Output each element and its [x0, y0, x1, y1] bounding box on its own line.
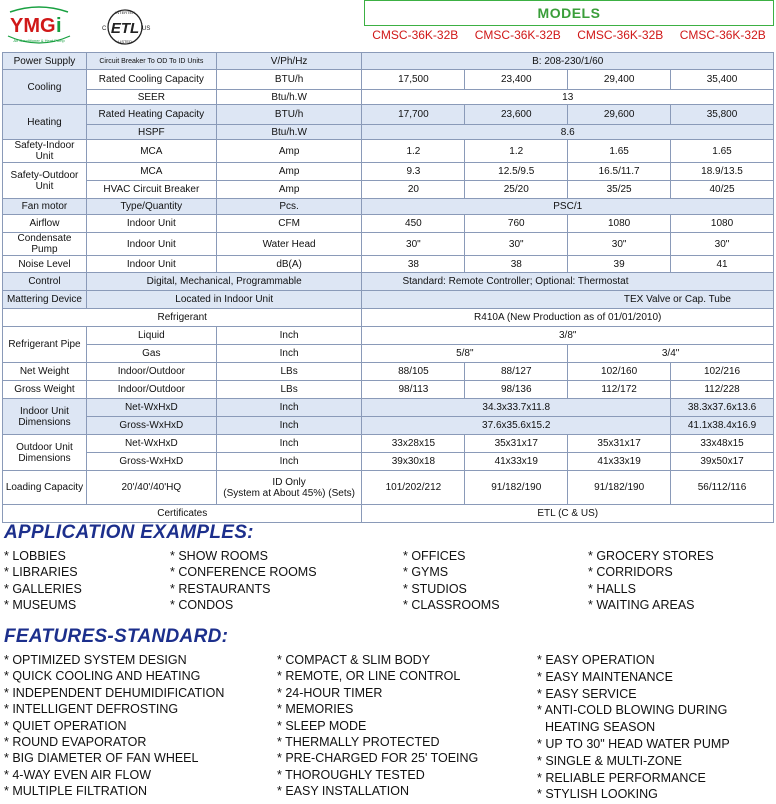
cell-value: 40/25	[671, 181, 774, 199]
cell-value: 1.2	[362, 140, 465, 163]
row-value: 37.6x35.6x15.2	[362, 417, 671, 435]
cell-value: 41.1x38.4x16.9	[671, 417, 774, 435]
cell-value: 30"	[362, 233, 465, 256]
cell-value: 23,400	[465, 70, 568, 90]
row-item: Gross-WxHxD	[86, 453, 216, 471]
row-unit: Inch	[216, 417, 362, 435]
row-unit: Inch	[216, 399, 362, 417]
list-item: * REMOTE, OR LINE CONTROL	[277, 669, 461, 684]
row-unit: Btu/h.W	[216, 125, 362, 140]
brand-logo	[4, 6, 74, 48]
cell-value: 112/172	[568, 381, 671, 399]
list-item: * CONDOS	[170, 597, 234, 612]
list-item: * GALLERIES	[4, 581, 82, 596]
row-net-weight	[3, 363, 774, 381]
row-label: Refrigerant Pipe	[3, 327, 87, 363]
cell-value: 88/127	[465, 363, 568, 381]
list-item: * CORRIDORS	[588, 565, 673, 580]
cell-value: 39x30x18	[362, 453, 465, 471]
list-item: * ROUND EVAPORATOR	[4, 735, 147, 750]
row-label: Safety-Indoor Unit	[3, 140, 87, 163]
row-item: Gas	[86, 345, 216, 363]
applications-column	[4, 548, 82, 613]
list-item: * LOBBIES	[4, 549, 66, 563]
cell-value: 17,700	[362, 105, 465, 125]
list-item: * CLASSROOMS	[403, 597, 500, 612]
row-item: Digital, Mechanical, Programmable	[86, 273, 362, 291]
row-item: Liquid	[86, 327, 216, 345]
row-label: Outdoor Unit Dimensions	[3, 435, 87, 471]
cell-value: 91/182/190	[568, 471, 671, 505]
row-label: Control	[3, 273, 87, 291]
cell-value: 760	[465, 215, 568, 233]
row-item: Indoor Unit	[86, 256, 216, 273]
svg-text:C: C	[102, 26, 107, 32]
row-unit: LBs	[216, 363, 362, 381]
row-label: Certificates	[3, 505, 362, 523]
row-value: Standard: Remote Controller; Optional: Thermostat	[362, 273, 774, 291]
cell-value: 20	[362, 181, 465, 199]
row-unit: LBs	[216, 381, 362, 399]
row-heating-capacity	[3, 105, 774, 125]
row-cooling-capacity	[3, 70, 774, 90]
svg-text:LISTED: LISTED	[117, 39, 133, 44]
row-hspf	[3, 125, 774, 140]
svg-text:INTERTEK: INTERTEK	[115, 10, 135, 15]
row-unit: V/Ph/Hz	[216, 53, 362, 70]
cell-value: 29,400	[568, 70, 671, 90]
list-item: * INTELLIGENT DEFROSTING	[4, 702, 179, 717]
row-item: SEER	[86, 90, 216, 105]
models-header: MODELS	[364, 0, 774, 26]
row-label: Condensate Pump	[3, 233, 87, 256]
list-item: HEATING SEASON	[545, 720, 656, 735]
cell-value: 450	[362, 215, 465, 233]
header-logos	[4, 2, 364, 52]
row-item: Rated Heating Capacity	[86, 105, 216, 125]
row-outdoor-net-dim	[3, 435, 774, 453]
row-pipe-gas	[3, 345, 774, 363]
row-value: 3/4"	[568, 345, 774, 363]
row-metering	[3, 291, 774, 309]
row-control	[3, 273, 774, 291]
list-item: * QUICK COOLING AND HEATING	[4, 669, 201, 684]
row-certificates	[3, 505, 774, 523]
row-indoor-net-dim	[3, 399, 774, 417]
svg-text:Air Conditioner & Heat Pump: Air Conditioner & Heat Pump	[13, 38, 65, 43]
row-safety-indoor	[3, 140, 774, 163]
features-title: FEATURES-STANDARD:	[4, 626, 229, 647]
list-item: * MULTIPLE FILTRATION	[4, 784, 148, 799]
list-item: * 4-WAY EVEN AIR FLOW	[4, 767, 152, 782]
cell-value: 102/216	[671, 363, 774, 381]
row-unit: BTU/h	[216, 105, 362, 125]
row-refrigerant	[3, 309, 774, 327]
row-loading	[3, 471, 774, 505]
row-label: Indoor Unit Dimensions	[3, 399, 87, 435]
cell-value: 35x31x17	[465, 435, 568, 453]
cell-value: 1080	[568, 215, 671, 233]
cell-value: 33x48x15	[671, 435, 774, 453]
row-unit: BTU/h	[216, 70, 362, 90]
list-item: * EASY OPERATION	[537, 653, 655, 667]
cell-value: 88/105	[362, 363, 465, 381]
row-value: 5/8"	[362, 345, 568, 363]
list-item: * THERMALLY PROTECTED	[277, 735, 440, 750]
list-item: * RELIABLE PERFORMANCE	[537, 770, 706, 785]
list-item: * MUSEUMS	[4, 597, 77, 612]
row-indoor-gross-dim	[3, 417, 774, 435]
applications-column	[588, 548, 714, 613]
svg-text:ETL: ETL	[110, 20, 140, 37]
row-power-supply	[3, 53, 774, 70]
model-name: CMSC-36K-32B	[577, 28, 664, 42]
list-item: * STUDIOS	[403, 581, 467, 596]
list-item: * CONFERENCE ROOMS	[170, 565, 317, 580]
row-unit: Amp	[216, 163, 362, 181]
row-pipe-liquid	[3, 327, 774, 345]
loading-unit-line: (System at About 45%) (Sets)	[223, 487, 355, 499]
row-value: 13	[362, 90, 774, 105]
row-label: Net Weight	[3, 363, 87, 381]
list-item: * OPTIMIZED SYSTEM DESIGN	[4, 653, 187, 667]
cell-value: 30"	[671, 233, 774, 256]
row-label: Gross Weight	[3, 381, 87, 399]
list-item: * GYMS	[403, 565, 449, 580]
row-label: Heating	[3, 105, 87, 140]
row-noise	[3, 256, 774, 273]
list-item: * COMPACT & SLIM BODY	[277, 653, 431, 667]
cell-value: 38	[362, 256, 465, 273]
loading-unit-line: ID Only	[272, 476, 306, 488]
row-outdoor-gross-dim	[3, 453, 774, 471]
row-airflow	[3, 215, 774, 233]
row-unit: dB(A)	[216, 256, 362, 273]
cell-value: 1.65	[671, 140, 774, 163]
row-unit: Water Head	[216, 233, 362, 256]
row-item: 20'/40'/40'HQ	[86, 471, 216, 505]
list-item: * RESTAURANTS	[170, 581, 271, 596]
list-item: * EASY MAINTENANCE	[537, 669, 673, 684]
row-label: Fan motor	[3, 199, 87, 215]
model-name: CMSC-36K-32B	[372, 28, 459, 42]
cell-value: 1.65	[568, 140, 671, 163]
row-unit: Btu/h.W	[216, 90, 362, 105]
row-unit: Amp	[216, 181, 362, 199]
list-item: * MEMORIES	[277, 702, 354, 717]
row-value: R410A (New Production as of 01/01/2010)	[362, 309, 774, 327]
cell-value: 30"	[465, 233, 568, 256]
row-label: Loading Capacity	[3, 471, 87, 505]
list-item: * WAITING AREAS	[588, 597, 695, 612]
svg-text:YMG: YMG	[10, 15, 56, 37]
row-label: Airflow	[3, 215, 87, 233]
cell-value: 18.9/13.5	[671, 163, 774, 181]
row-seer	[3, 90, 774, 105]
applications-title: APPLICATION EXAMPLES:	[4, 522, 254, 543]
row-unit	[216, 471, 362, 505]
row-item: Indoor Unit	[86, 215, 216, 233]
applications-column	[403, 548, 500, 613]
cell-value: 23,600	[465, 105, 568, 125]
row-item: Indoor/Outdoor	[86, 381, 216, 399]
cell-value: 56/112/116	[671, 471, 774, 505]
list-item: * PRE-CHARGED FOR 25' TOEING	[277, 751, 479, 766]
cell-value: 39x50x17	[671, 453, 774, 471]
row-label: Mattering Device	[3, 291, 87, 309]
row-label: Cooling	[3, 70, 87, 105]
cell-value: 25/20	[465, 181, 568, 199]
cell-value: 35,800	[671, 105, 774, 125]
row-item: Net-WxHxD	[86, 399, 216, 417]
cell-value: 91/182/190	[465, 471, 568, 505]
list-item: * LIBRARIES	[4, 565, 78, 580]
list-item: * EASY INSTALLATION	[277, 784, 409, 799]
row-unit: Inch	[216, 327, 362, 345]
row-safety-outdoor-mca	[3, 163, 774, 181]
features-column	[277, 652, 478, 800]
list-item: * 24-HOUR TIMER	[277, 685, 383, 700]
row-label: Noise Level	[3, 256, 87, 273]
cell-value: 39	[568, 256, 671, 273]
cell-value: 35/25	[568, 181, 671, 199]
row-fan-motor	[3, 199, 774, 215]
list-item: * STYLISH LOOKING	[537, 787, 658, 802]
row-value: 3/8"	[362, 327, 774, 345]
row-item: Located in Indoor Unit	[86, 291, 362, 309]
model-names-row	[364, 28, 774, 48]
list-item: * SINGLE & MULTI-ZONE	[537, 753, 682, 768]
row-gross-weight	[3, 381, 774, 399]
cell-value: 38.3x37.6x13.6	[671, 399, 774, 417]
row-unit: Inch	[216, 345, 362, 363]
list-item: * ANTI-COLD BLOWING DURING	[537, 703, 728, 718]
cell-value: 17,500	[362, 70, 465, 90]
row-unit: Amp	[216, 140, 362, 163]
cell-value: 98/136	[465, 381, 568, 399]
cell-value: 41	[671, 256, 774, 273]
cell-value: 35,400	[671, 70, 774, 90]
svg-text:US: US	[142, 26, 151, 32]
row-value: 8.6	[362, 125, 774, 140]
row-label: Refrigerant	[3, 309, 362, 327]
etl-logo	[98, 6, 152, 48]
spec-table	[2, 52, 774, 523]
row-item: Circuit Breaker To OD To ID Units	[86, 53, 216, 70]
row-label: Safety-Outdoor Unit	[3, 163, 87, 199]
cell-value: 1080	[671, 215, 774, 233]
row-item: Gross-WxHxD	[86, 417, 216, 435]
row-label: Power Supply	[3, 53, 87, 70]
row-hvac-breaker	[3, 181, 774, 199]
row-value: PSC/1	[362, 199, 774, 215]
features-column	[537, 652, 730, 803]
cell-value: 1.2	[465, 140, 568, 163]
list-item: * HALLS	[588, 581, 636, 596]
row-item: Rated Cooling Capacity	[86, 70, 216, 90]
list-item: * EASY SERVICE	[537, 686, 637, 701]
cell-value: 16.5/11.7	[568, 163, 671, 181]
row-item: MCA	[86, 140, 216, 163]
row-unit: Inch	[216, 453, 362, 471]
list-item: * UP TO 30" HEAD WATER PUMP	[537, 736, 730, 751]
cell-value: 101/202/212	[362, 471, 465, 505]
svg-text:i: i	[56, 15, 62, 37]
features-column	[4, 652, 224, 800]
cell-value: 9.3	[362, 163, 465, 181]
row-value: TEX Valve or Cap. Tube	[362, 291, 774, 309]
cell-value: 41x33x19	[568, 453, 671, 471]
list-item: * SHOW ROOMS	[170, 549, 268, 563]
cell-value: 29,600	[568, 105, 671, 125]
list-item: * THOROUGHLY TESTED	[277, 767, 425, 782]
row-item: Net-WxHxD	[86, 435, 216, 453]
row-item: Indoor/Outdoor	[86, 363, 216, 381]
cell-value: 98/113	[362, 381, 465, 399]
list-item: * SLEEP MODE	[277, 718, 367, 733]
list-item: * GROCERY STORES	[588, 549, 714, 563]
row-unit: CFM	[216, 215, 362, 233]
model-name: CMSC-36K-32B	[474, 28, 561, 42]
row-item: MCA	[86, 163, 216, 181]
cell-value: 112/228	[671, 381, 774, 399]
row-unit: Inch	[216, 435, 362, 453]
cell-value: 38	[465, 256, 568, 273]
row-value: 34.3x33.7x11.8	[362, 399, 671, 417]
row-condensate	[3, 233, 774, 256]
row-value: ETL (C & US)	[362, 505, 774, 523]
cell-value: 12.5/9.5	[465, 163, 568, 181]
cell-value: 35x31x17	[568, 435, 671, 453]
row-item: Type/Quantity	[86, 199, 216, 215]
list-item: * INDEPENDENT DEHUMIDIFICATION	[4, 685, 225, 700]
list-item: * BIG DIAMETER OF FAN WHEEL	[4, 751, 199, 766]
list-item: * QUIET OPERATION	[4, 718, 127, 733]
model-name: CMSC-36K-32B	[679, 28, 766, 42]
list-item: * OFFICES	[403, 549, 466, 563]
row-value: B: 208-230/1/60	[362, 53, 774, 70]
cell-value: 30"	[568, 233, 671, 256]
row-item: HSPF	[86, 125, 216, 140]
cell-value: 41x33x19	[465, 453, 568, 471]
applications-column	[170, 548, 317, 613]
cell-value: 102/160	[568, 363, 671, 381]
cell-value: 33x28x15	[362, 435, 465, 453]
row-item: Indoor Unit	[86, 233, 216, 256]
row-item: HVAC Circuit Breaker	[86, 181, 216, 199]
row-unit: Pcs.	[216, 199, 362, 215]
